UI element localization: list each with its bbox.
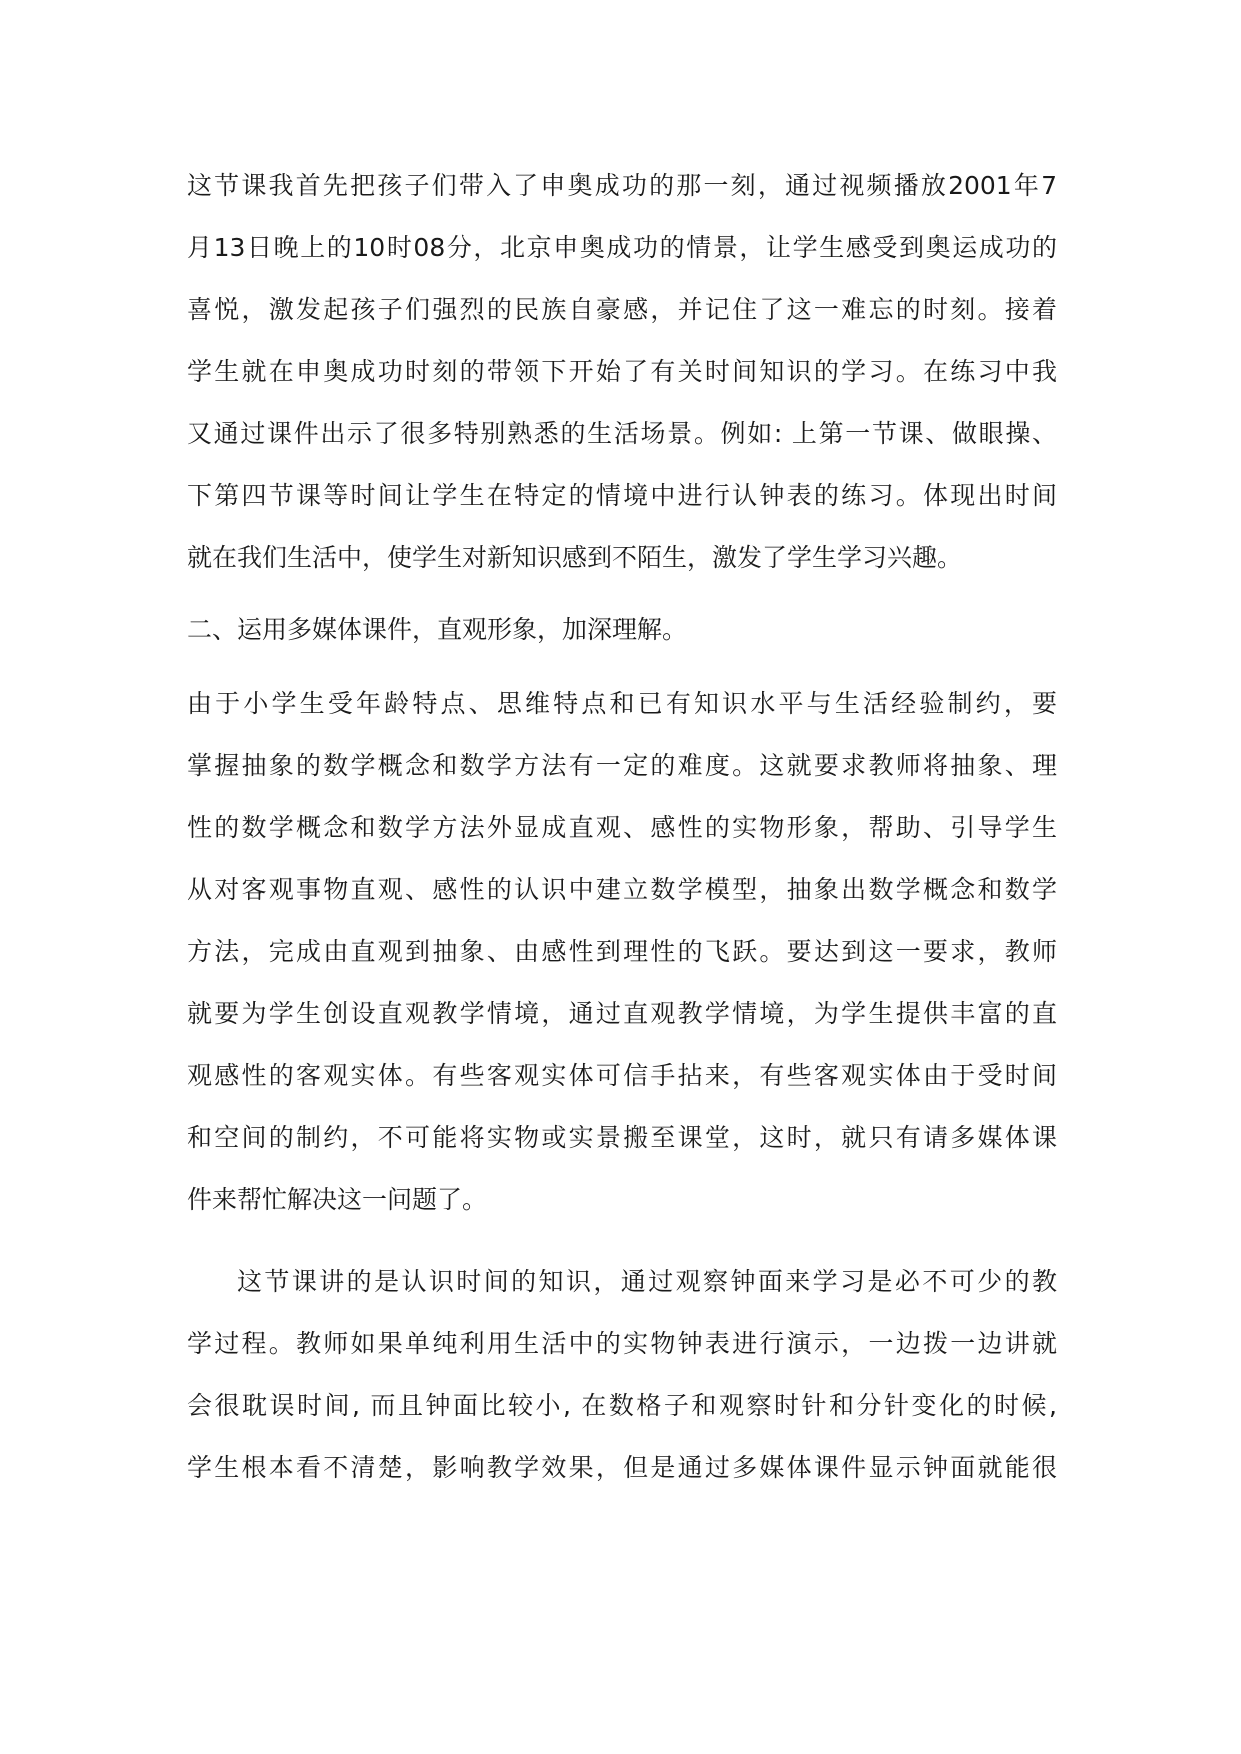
text-line: 会很耽误时间, 而且钟面比较小, 在数格子和观察时针和分针变化的时候,	[187, 1391, 1057, 1420]
section-heading: 二、运用多媒体课件，直观形象，加深理解。	[187, 615, 688, 644]
text-line: 件来帮忙解决这一问题了。	[187, 1185, 488, 1214]
text-line: 又通过课件出示了很多特别熟悉的生活场景。例如: 上第一节课、做眼操、	[187, 419, 1057, 448]
text-line: 就在我们生活中，使学生对新知识感到不陌生，激发了学生学习兴趣。	[187, 543, 963, 572]
text-line: 观感性的客观实体。有些客观实体可信手拈来，有些客观实体由于受时间	[187, 1061, 1057, 1090]
text-line: 这节课我首先把孩子们带入了申奥成功的那一刻，通过视频播放2001年7	[187, 171, 1057, 200]
text-line: 和空间的制约，不可能将实物或实景搬至课堂，这时，就只有请多媒体课	[187, 1123, 1057, 1152]
text-line: 学过程。教师如果单纯利用生活中的实物钟表进行演示，一边拨一边讲就	[187, 1329, 1057, 1358]
text-line: 这节课讲的是认识时间的知识，通过观察钟面来学习是必不可少的教	[237, 1267, 1057, 1296]
text-line: 方法，完成由直观到抽象、由感性到理性的飞跃。要达到这一要求，教师	[187, 937, 1057, 966]
text-line: 就要为学生创设直观教学情境，通过直观教学情境，为学生提供丰富的直	[187, 999, 1057, 1028]
text-line: 学生根本看不清楚，影响教学效果，但是通过多媒体课件显示钟面就能很	[187, 1453, 1057, 1482]
text-line: 学生就在申奥成功时刻的带领下开始了有关时间知识的学习。在练习中我	[187, 357, 1057, 386]
text-line: 掌握抽象的数学概念和数学方法有一定的难度。这就要求教师将抽象、理	[187, 751, 1057, 780]
text-line: 性的数学概念和数学方法外显成直观、感性的实物形象，帮助、引导学生	[187, 813, 1057, 842]
text-line: 从对客观事物直观、感性的认识中建立数学模型，抽象出数学概念和数学	[187, 875, 1057, 904]
text-line: 喜悦，激发起孩子们强烈的民族自豪感，并记住了这一难忘的时刻。接着	[187, 295, 1057, 324]
text-line: 由于小学生受年龄特点、思维特点和已有知识水平与生活经验制约，要	[187, 689, 1057, 718]
text-line: 下第四节课等时间让学生在特定的情境中进行认钟表的练习。体现出时间	[187, 481, 1057, 510]
text-line: 月13日晚上的10时08分，北京申奥成功的情景，让学生感受到奥运成功的	[187, 233, 1057, 262]
